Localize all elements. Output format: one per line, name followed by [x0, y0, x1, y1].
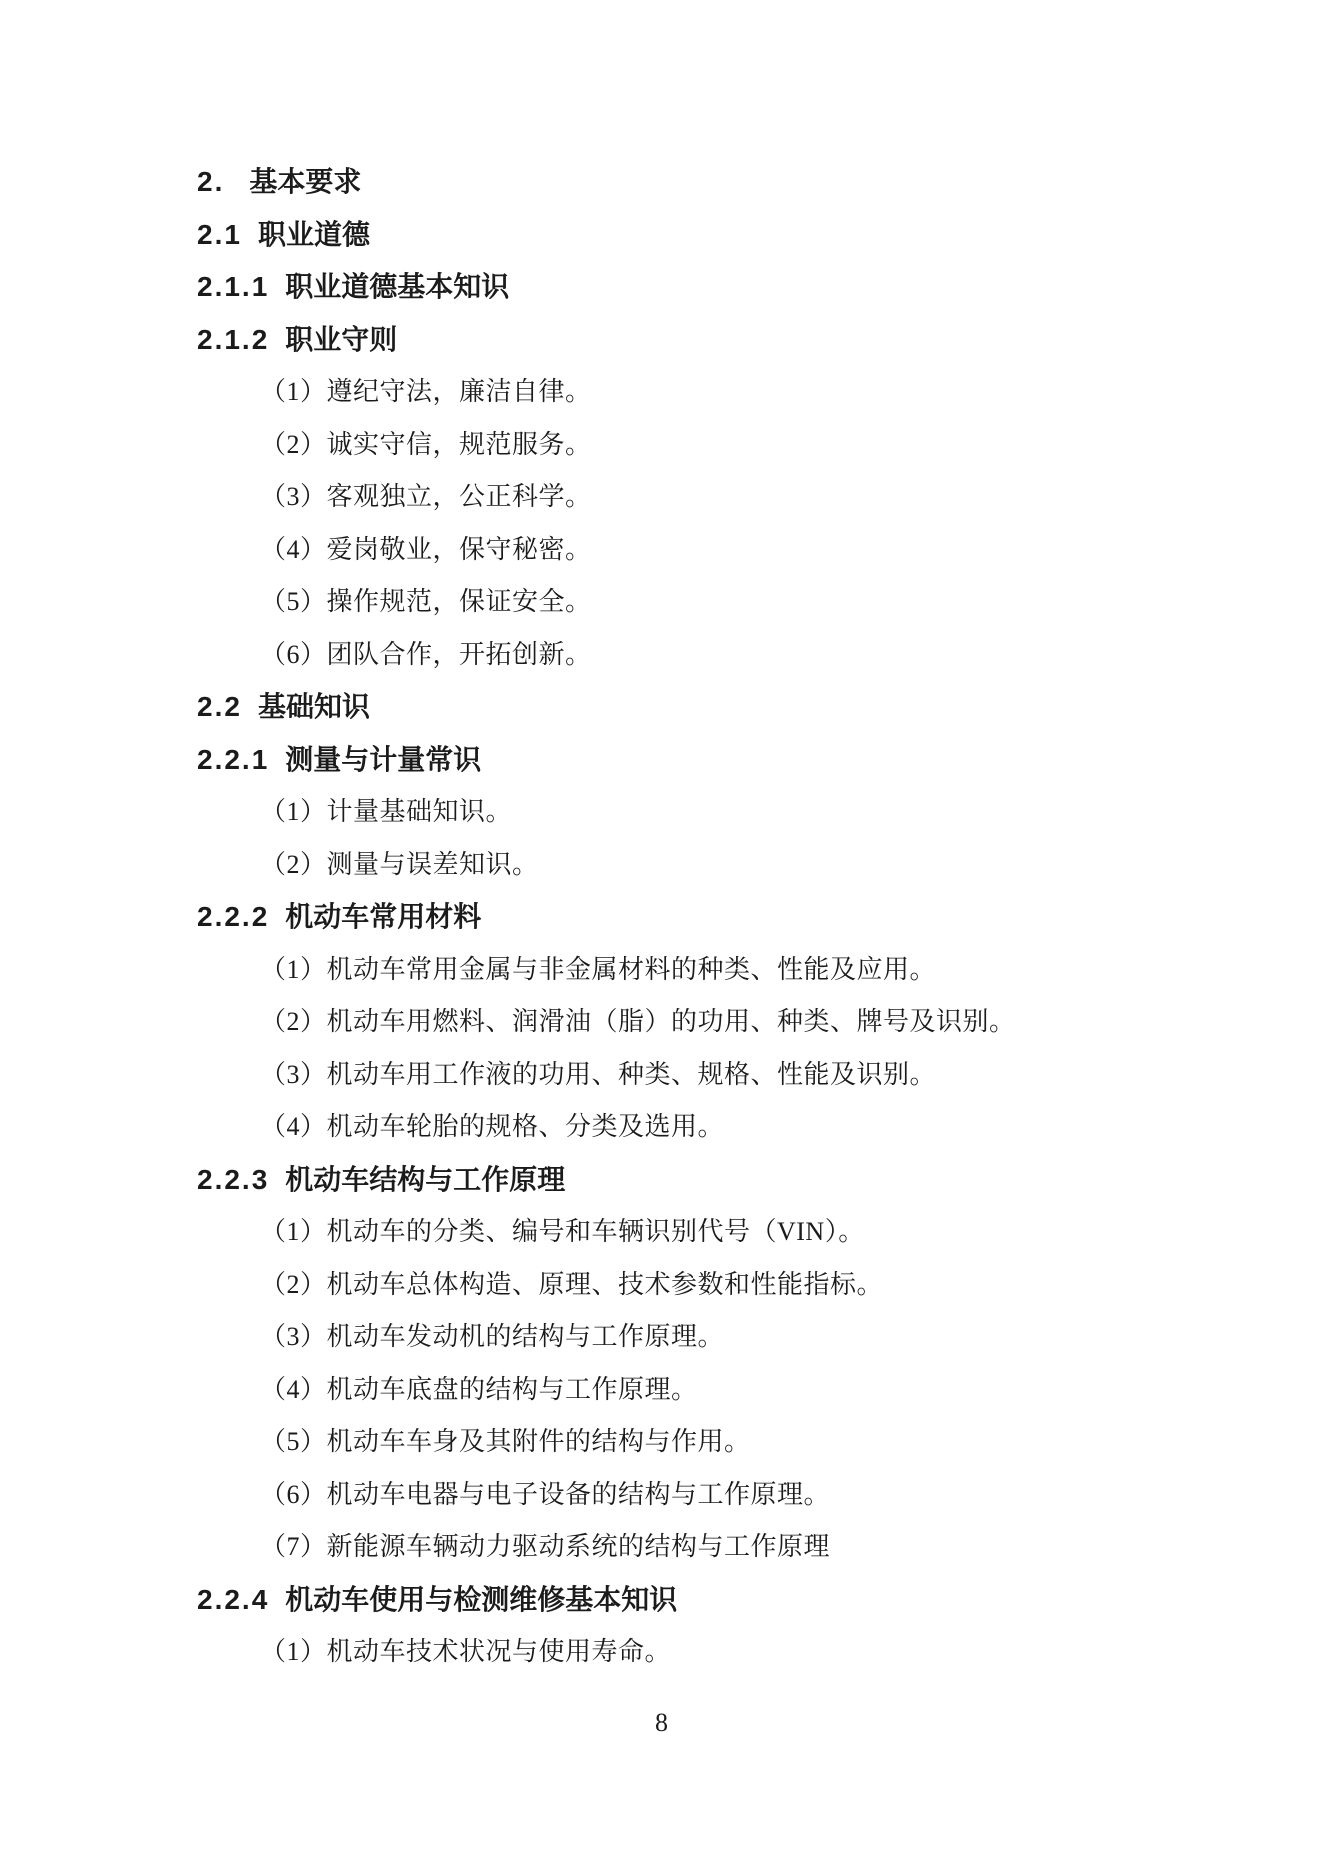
- list-item: [260, 629, 1293, 682]
- list-item: [260, 1206, 1293, 1259]
- heading-number: 2.1.1: [197, 271, 270, 302]
- list-item: [260, 1259, 1293, 1312]
- list-item: [260, 786, 1293, 839]
- list-item-text: （4）爱岗敬业，保守秘密。: [260, 534, 592, 564]
- heading-2-2-1: [197, 734, 1293, 787]
- list-item: [260, 1469, 1293, 1522]
- list-item: [260, 996, 1293, 1049]
- list-item: [260, 1049, 1293, 1102]
- list-item-text: （3）机动车发动机的结构与工作原理。: [260, 1322, 725, 1351]
- list-item-text: （1）机动车的分类、编号和车辆识别代号（VIN）。: [260, 1217, 865, 1246]
- heading-number: 2.: [197, 166, 225, 197]
- list-item-text: （6）机动车电器与电子设备的结构与工作原理。: [260, 1479, 831, 1509]
- heading-title: 职业道德基本知识: [285, 271, 510, 302]
- list-item: [260, 1416, 1293, 1469]
- heading-2-2-4: [197, 1574, 1293, 1627]
- list-item-text: （5）操作规范，保证安全。: [260, 587, 592, 616]
- list-item-text: （6）团队合作，开拓创新。: [260, 639, 592, 669]
- list-item: [260, 471, 1293, 524]
- heading-2-2-2: [197, 891, 1293, 944]
- list-item-text: （3）机动车用工作液的功用、种类、规格、性能及识别。: [260, 1059, 937, 1089]
- heading-number: 2.1: [197, 218, 242, 250]
- list-item-text: （4）机动车轮胎的规格、分类及选用。: [260, 1112, 725, 1141]
- list-item-text: （5）机动车车身及其附件的结构与作用。: [260, 1427, 751, 1456]
- list-item: [260, 366, 1293, 419]
- list-item: [260, 524, 1293, 577]
- list-item-text: （2）机动车用燃料、润滑油（脂）的功用、种类、牌号及识别。: [260, 1007, 1016, 1036]
- heading-2: [197, 156, 1293, 209]
- heading-title: 测量与计量常识: [285, 743, 482, 775]
- heading-2-1: [197, 209, 1293, 262]
- list-item: [260, 1311, 1293, 1364]
- list-item-text: （1）计量基础知识。: [260, 797, 513, 826]
- heading-title: 基础知识: [257, 691, 370, 722]
- heading-title: 职业道德: [257, 218, 370, 250]
- list-item-text: （4）机动车底盘的结构与工作原理。: [260, 1374, 698, 1404]
- list-item: [260, 576, 1293, 629]
- list-item: [260, 1364, 1293, 1417]
- heading-2-1-1: [197, 261, 1293, 314]
- list-item-text: （1）机动车常用金属与非金属材料的种类、性能及应用。: [260, 954, 937, 984]
- list-item-text: （2）测量与误差知识。: [260, 849, 539, 879]
- heading-title: 机动车使用与检测维修基本知识: [285, 1583, 678, 1615]
- heading-title: 基本要求: [249, 166, 362, 197]
- list-item: [260, 839, 1293, 892]
- list-item-text: （2）机动车总体构造、原理、技术参数和性能指标。: [260, 1269, 884, 1299]
- list-item-text: （3）客观独立，公正科学。: [260, 482, 592, 511]
- heading-title: 机动车常用材料: [285, 901, 482, 932]
- heading-number: 2.2: [197, 691, 242, 722]
- list-item: [260, 419, 1293, 472]
- heading-number: 2.2.3: [197, 1163, 270, 1195]
- heading-2-2-3: [197, 1154, 1293, 1207]
- heading-2-1-2: [197, 314, 1293, 367]
- heading-number: 2.2.4: [197, 1583, 270, 1615]
- list-item: [260, 1626, 1293, 1679]
- list-item-text: （1）机动车技术状况与使用寿命。: [260, 1637, 672, 1666]
- heading-title: 职业守则: [285, 323, 398, 355]
- heading-number: 2.1.2: [197, 323, 270, 355]
- list-item-text: （1）遵纪守法，廉洁自律。: [260, 377, 592, 406]
- heading-2-2: [197, 681, 1293, 734]
- heading-number: 2.2.1: [197, 743, 270, 775]
- document-body: [197, 156, 1293, 1679]
- list-item: [260, 1101, 1293, 1154]
- page-number: 8: [655, 1708, 668, 1737]
- list-item-text: （7）新能源车辆动力驱动系统的结构与工作原理: [260, 1532, 831, 1561]
- list-item: [260, 1521, 1293, 1574]
- heading-number: 2.2.2: [197, 901, 270, 932]
- list-item: [260, 944, 1293, 997]
- list-item-text: （2）诚实守信，规范服务。: [260, 429, 592, 459]
- heading-title: 机动车结构与工作原理: [285, 1163, 566, 1195]
